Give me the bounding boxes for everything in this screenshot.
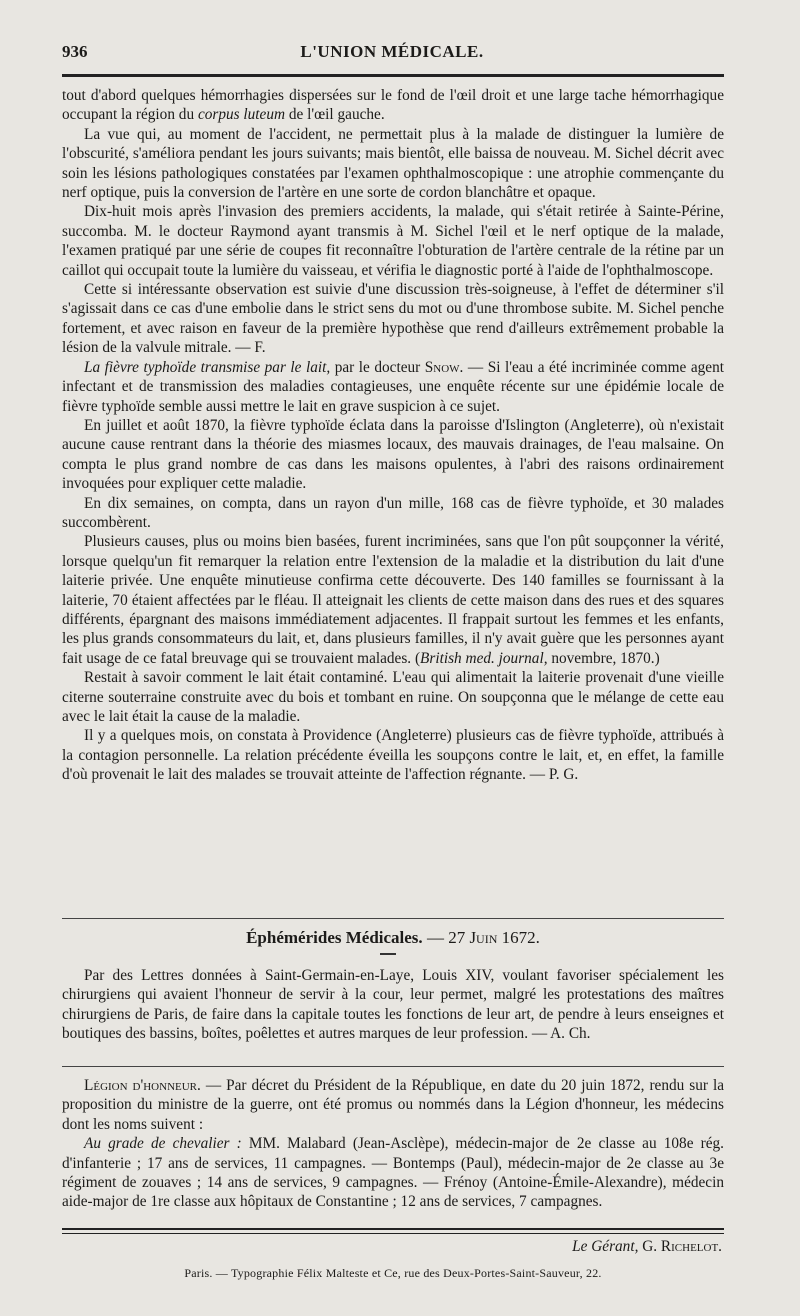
paragraph: En juillet et août 1870, la fièvre typhoïde éclata dans la paroisse d'Islington (Angleterre), où n'existait aucune cause rentrant dans la théorie des miasmes locaux, des mauvais drainages, de l'eau malsaine. On compta le plus grand nombre de cas dans les maisons opulentes, à l'abri des raisons ordinairement invoquées pour expliquer cette maladie.: [62, 416, 724, 493]
ephemerides-body: [62, 966, 724, 1044]
paragraph: Il y a quelques mois, on constata à Providence (Angleterre) plusieurs cas de fièvre typhoïde, attribués à la contagion personnelle. La relation précédente éveilla les soupçons contre le lait, et, en effet, la famille d'où provenait le lait des malades se trouvait atteinte de l'affection régnante. — P. G.: [62, 727, 724, 784]
paragraph: Au grade de chevalier : MM. Malabard (Jean-Asclèpe), médecin-major de 2e classe au 108e rég. d'infanterie ; 17 ans de services, 11 campagnes. — Bontemps (Paul), médecin-major de 2e classe au 3e régiment de zouaves ; 14 ans de services, 9 campagnes. — Frénoy (Antoine-Émile-Alexandre), médecin aide-major de 1re classe aux hôpitaux de Constantine ; 12 ans de services, 7 campagnes.: [62, 1135, 725, 1211]
paragraph: La fièvre typhoïde transmise par le lait, par le docteur Snow. — Si l'eau a été incriminée comme agent infectant et de transmission des maladies contagieuses, une enquête récente sur une épidémie locale de fièvre typhoïde semble aussi mettre le lait en grave suspicion à ce sujet.: [62, 358, 724, 415]
paragraph: Légion d'honneur. — Par décret du Président de la République, en date du 20 juin 1872, rendu sur la proposition du ministre de la guerre, ont été promus ou nommés dans la Légion d'honneur, les médecins dont les noms suivent :: [62, 1077, 724, 1133]
paragraph: Par des Lettres données à Saint-Germain-en-Laye, Louis XIV, voulant favoriser spécialement les chirurgiens qui avaient l'honneur de servir à la cour, leur permet, malgré les protestations des maîtres chirurgiens de Paris, de faire dans la capitale toutes les fonctions de leur art, de pendre à leurs enseignes et boutiques des bassins, boîtes, poêlettes et autres marques de leur profession. — A. Ch.: [62, 967, 724, 1043]
paragraph: Cette si intéressante observation est suivie d'une discussion très-soigneuse, à l'effet de déterminer s'il s'agissait dans ce cas d'une embolie dans le strict sens du mot ou d'une thrombose subite. M. Sichel penche fortement, et avec raison en faveur de la première hypothèse que rend d'ailleurs extrêmement probable la lésion de la valvule mitrale. — F.: [62, 281, 724, 357]
section-divider: [62, 918, 724, 919]
paragraph: Plusieurs causes, plus ou moins bien basées, furent incriminées, sans que l'on pût soupçonner la vérité, lorsque quelqu'un fit remarquer la relation entre l'extension de la maladie et la distribution du lait d'une laiterie privée. Une enquête minutieuse confirma cette découverte. Des 140 familles se fournissant à la laiterie, 70 étaient affectées par le fléau. Il atteignait les clients de cette maison dans des rues et des squares différents, épargnant des maisons immédiatement adjacentes. Il frappait surtout les femmes et les enfants, les plus grands consommateurs du lait, et, dans plusieurs familles, il n'y avait guère que les personnes ayant fait usage de ce fatal breuvage qui se trouvaient malades. (British med. journal, novembre, 1870.): [62, 533, 724, 667]
footer-rule: [62, 1228, 724, 1230]
ephemerides-title: Éphémérides Médicales. — 27 Juin 1672.: [246, 928, 540, 947]
gerant-signature: Le Gérant, G. Richelot.: [572, 1238, 722, 1255]
paragraph: Dix-huit mois après l'invasion des premiers accidents, la malade, qui s'était retirée à Sainte-Périne, succomba. M. le docteur Raymond ayant transmis à M. Sichel l'œil et le nerf optique de la malade, l'examen pratiqué par une série de coupes fit reconnaître l'obturation de l'artère centrale de la rétine par un caillot qui occupait toute la lumière du vaisseau, et vérifia le diagnostic porté à l'aide de l'ophthalmoscope.: [62, 203, 724, 279]
header-rule: [62, 74, 724, 77]
legion-body: [62, 1076, 724, 1212]
title-dash: [380, 953, 396, 955]
footer-rule-thin: [62, 1233, 724, 1234]
section-divider: [62, 1066, 724, 1067]
paragraph: La vue qui, au moment de l'accident, ne permettait plus à la malade de distinguer la lumière de l'obscurité, s'améliora pendant les jours suivants; mais bientôt, elle baissa de nouveau. M. Sichel décrit avec soin les lésions pathologiques constatées par l'examen ophthalmoscopique : une atrophie commençante du nerf optique, puis la conversion de l'artère en une sorte de cordon blanchâtre et opaque.: [62, 125, 724, 202]
page-header: [62, 42, 722, 68]
page-number: 936: [62, 42, 88, 61]
article-body: [62, 86, 724, 785]
paragraph: tout d'abord quelques hémorrhagies dispersées sur le fond de l'œil droit et une large tache hémorrhagique occupant la région du corpus luteum de l'œil gauche.: [62, 87, 724, 124]
paragraph: Restait à savoir comment le lait était contaminé. L'eau qui alimentait la laiterie provenait d'une vieille citerne souterraine construite avec du bois et tombant en ruine. On soupçonna que le mélange de cette eau avec le lait était la cause de la maladie.: [62, 669, 724, 725]
journal-title: L'UNION MÉDICALE.: [300, 42, 484, 61]
printer-imprint: Paris. — Typographie Félix Malteste et Ce, rue des Deux-Portes-Saint-Sauveur, 22.: [184, 1266, 602, 1280]
paragraph: En dix semaines, on compta, dans un rayon d'un mille, 168 cas de fièvre typhoïde, et 30 malades succombèrent.: [62, 494, 724, 531]
